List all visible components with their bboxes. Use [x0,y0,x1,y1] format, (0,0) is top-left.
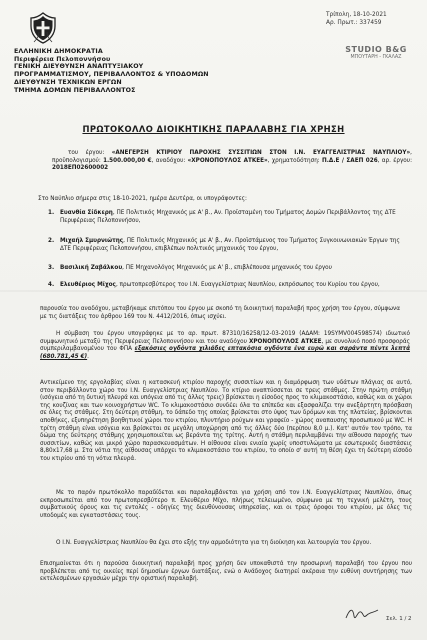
studio-stamp [334,46,418,62]
contract-text: , με συνολικό ποσό προσφοράς συμπεριλαμβανομένου του ΦΠΑ [40,338,410,353]
contract-paragraph [40,331,410,361]
member-name: Μιχαήλ Σμυρνιώτης [60,238,124,244]
description-paragraph: Αντικείμενο της εργολαβίας είναι η κατασκευή κτιρίου παροχής συσσιτίων και η διαμόρφωση των υδάτων πλάγιας σε αυτό, στον περιβάλλοντα χώρο του Ι.Ν. Ευαγγελίστριας Ναυπλίου. Το κτίριο αναπτύσσεται σε τρεις στάθμες. Στην πρώτη στάθμη (ισόγεια από τη δυτική πλευρά και υπόγεια από τις άλλες τρεις) βρίσκεται η είσοδος προς το κλιμακοστάσιο, καθώς και οι χώροι της κουζίνας και των κοινοχρήστων WC. Το κλιμακοστάσιο συνδέει όλα τα επίπεδα και εξασφαλίζει την ανεξάρτητη πρόσβαση σε όλες τις στάθμες. Στη δεύτερη στάθμη, το δάπεδο της οποίας βρίσκεται στο ύψος των δρόμων και της πλατείας, βρίσκονται αποθήκες, εξυπηρέτηση βοηθητικοί χώροι του κτιρίου, πλυντήριο ρούχων και γραφείο - χώρος αναπαυσης προσωπικού με WC. Η τρίτη στάθμη είναι ισόγεια και βρίσκεται σε μεγάλη υποχώρηση από τις άλλες δύο (περίπου 8,0 μ.). Κατ' αυτόν τον τρόπο, τα δώμα της δεύτερης στάθμης χρησιμοποιείται ως βεράντα της τρίτης. Αυτή η στάθμη περιλαμβάνει την αίθουσα παροχής των συσσιτίων, καθώς και μικρό χώρο παρασκευασμάτων. Η αίθουσα είναι ενιαία χωρίς υποστυλώματα με εσωτερικές διαστάσεις 8,80x17,68 μ. Στα νότια της αίθουσας υπάρχει το κλιμακοστάσιο του κτιρίου, το οποίο σ' αυτή τη θέση έχει τη δεύτερη είσοδο του κτιρίου από τη νότια πλευρά. [40,380,412,462]
contractor-name: «ΧΡΟΝΟΠΟΥΛΟΣ ΑΤΚΕΕ» [187,157,268,164]
hellenic-republic-emblem-icon [30,12,56,44]
page-number: Σελ. 1 / 2 [386,616,412,622]
member-name: Ελευθέριος Μίχος [60,282,116,288]
committee-member [48,265,410,273]
funding-label: , χρηματοδότηση: [267,157,323,164]
header-line: Περιφέρεια Πελοποννήσου [14,55,111,63]
stamp-subtitle: ΜΠΟΥΤΑΡΗ - ΓΚΑΛΑΖ [350,55,402,60]
committee-member [48,238,410,253]
contractor-label: , αναδόχου: [151,157,188,164]
member-number: 2. [48,238,55,244]
contract-contractor: ΧΡΟΝΟΠΟΥΛΟΣ ΑΤΚΕΕ [248,338,322,345]
presence-paragraph: παρουσία του αναδόχου, μεταβήκαμε επιτόπου του έργου με σκοπό τη διοικητική παραλαβή προς χρήση του έργου, σύμφωνα με τις διατάξεις του άρθρου 169 του Ν. 4412/2016, όπως ισχύει. [40,306,400,320]
member-name: Βασιλική Ζαβάλκου [60,265,123,271]
header-line: ΓΕΝΙΚΗ ΔΙΕΥΘΥΝΣΗ ΑΝΑΠΤΥΞΙΑΚΟΥ [14,63,144,71]
member-number: 1. [48,210,55,216]
responsibility-paragraph: Ο Ι.Ν. Ευαγγελίστριας Ναυπλίου θα έχει στο εξής την αρμοδιότητα για τη διοίκηση και λειτουργία του έργου. [56,540,372,546]
document-title: ΠΡΩΤΟΚΟΛΛΟ ΔΙΟΙΚΗΤΙΚΗΣ ΠΑΡΑΛΑΒΗΣ ΓΙΑ ΧΡΗΣΗ [82,124,345,134]
member-number: 4. [48,282,55,288]
committee-member [48,210,410,225]
project-name: «ΑΝΕΓΕΡΣΗ ΚΤΙΡΙΟΥ ΠΑΡΟΧΗΣ ΣΥΣΣΙΤΙΩΝ ΣΤΟΝ Ι.Ν. ΕΥΑΓΓΕΛΙΣΤΡΙΑΣ ΝΑΥΠΛΙΟΥ» [111,150,411,156]
member-description: , ΠΕ Πολιτικός Μηχανικός με Α' β., Αν. Προϊστάμενος του Τμήματος Συγκοινωνιακών Έργων της ΔΤΕ Περιφέρειας Πελοποννήσου, επιβλέπων πολιτικός μηχανικός του έργου, [60,238,400,252]
signature-icon [344,604,380,624]
code-label: , αρ. έργου: [377,157,412,164]
member-number: 3. [48,265,55,271]
project-lead: του έργου: [68,150,112,156]
member-description: , ΠΕ Μηχανολόγος Μηχανικός με Α' β., επιβλέπουσα μηχανικός του έργου [122,265,332,271]
member-description: , πρωτοπρεσβύτερος του Ι.Ν. Ευαγγελίστριας Ναυπλίου, εκπρόσωπος του Κυρίου του έργου, [115,282,380,288]
budget-label: , προϋπολογισμού: [52,150,412,164]
issuing-authority [14,48,254,94]
header-line: ΤΜΗΜΑ ΔΟΜΩΝ ΠΕΡΙΒΑΛΛΟΝΤΟΣ [14,86,136,94]
project-code: 2018ΕΠ02600002 [52,165,109,172]
stamp-title: STUDIO B&G [345,45,407,54]
header-line: ΕΛΛΗΝΙΚΗ ΔΗΜΟΚΡΑΤΙΑ [14,48,103,55]
document-date: Τρίπολη, 18-10-2021 [326,12,387,18]
header-line: ΔΙΕΥΘΥΝΣΗ ΤΕΧΝΙΚΩΝ ΕΡΓΩΝ [14,78,122,86]
member-name: Ευανθία Σίδκερη [60,210,113,216]
protocol-number: Αρ. Πρωτ.: 337459 [326,19,382,26]
project-paragraph [52,150,412,173]
contract-end: . [87,353,89,360]
contract-text: Η σύμβαση του έργου υπογράφηκε με το αρ. πρωτ. 87310/16258/12-03-2019 (ΑΔΑΜ: 19SYMV004598574) ιδιωτικό συμφωνητικό μεταξύ της Περιφέρειας Πελοποννήσου και του αναδόχου [40,331,410,345]
paper-fold [0,290,427,292]
contract-amount: εξακόσιες ογδόντα χιλιάδες επτακόσια ογδόντα ένα ευρώ και σαράντα πέντε λεπτά (680.781,45 €) [40,346,410,360]
final-paragraph: Επισημαίνεται ότι η παρούσα διοικητική παραλαβή προς χρήση δεν υποκαθιστά την προσωρινή παραλαβή του έργου που προβλέπεται από τις οικείες περί δημοσίων έργων διατάξεις, ενώ ο Ανάδοχος διατηρεί ακέραια την ευθύνη συντήρησης των εκτελεσμένων εργασιών μέχρι την οριστική παραλαβή. [40,561,412,583]
header-line: ΠΡΟΓΡΑΜΜΑΤΙΣΜΟΥ, ΠΕΡΙΒΑΛΛΟΝΤΟΣ & ΥΠΟΔΟΜΩΝ [14,71,209,79]
budget-value: 1.500.000,00 € [103,157,152,164]
date-and-protocol [326,12,416,27]
member-description: , ΠΕ Πολιτικός Μηχανικός με Α' β., Αν. Προϊσταμένη του Τμήματος Δομών Περιβάλλοντος της ΔΤΕ Περιφέρειας Πελοποννήσου, [60,210,396,224]
funding-value: Π.Δ.Ε / ΣΑΕΠ 026 [322,157,378,164]
committee-member [48,282,410,290]
handover-paragraph: Με το παρόν πρωτόκολλο παραδίδεται και παραλαμβάνεται για χρήση από τον Ι.Ν. Ευαγγελίστριας Ναυπλίου, όπως εκπροσωπείται από τον πρωτοπρεσβύτερο π. Ελευθέριο Μίχο, πλήρως τελειωμένο, σύμφωνα με τη τεχνική μελέτη, τους συμβατικούς όρους και τις εντολές - οδηγίες της διευθύνουσας υπηρεσίας, και οι τρεις όροφοι του κτιρίου, με όλες τις υποδομές και εγκαταστάσεις τους. [40,490,412,519]
intro-paragraph: Στο Ναύπλιο σήμερα στις 18-10-2021, ημέρα Δευτέρα, οι υπογράφοντες: [38,196,247,202]
